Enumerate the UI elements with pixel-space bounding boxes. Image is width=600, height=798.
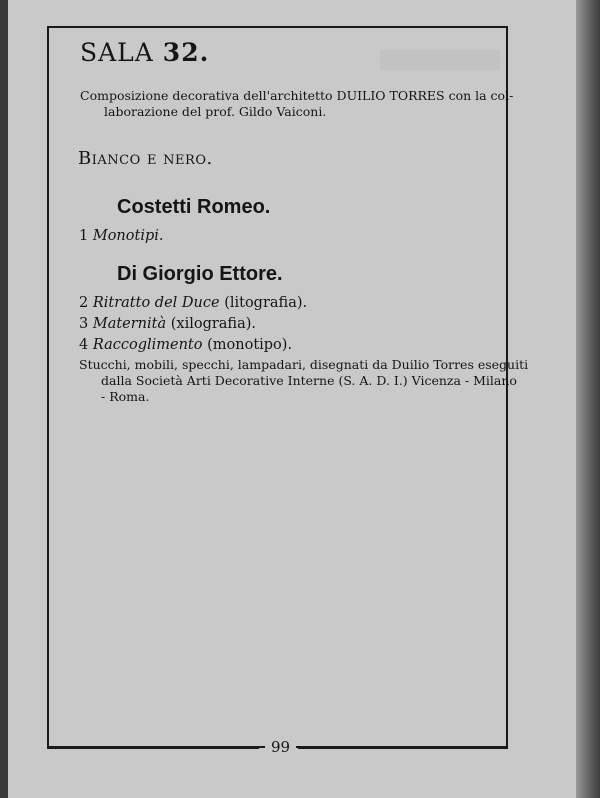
footer-rule-left (47, 747, 259, 749)
decor-note (79, 357, 528, 405)
artist-name: Di Giorgio Ettore. (117, 263, 283, 285)
intro-line-2: laborazione del prof. Gildo Vaiconi. (104, 104, 327, 119)
work-item (79, 335, 307, 356)
work-number: 2 (79, 295, 89, 311)
work-title: Maternità (92, 316, 167, 332)
room-title-prefix: SALA (80, 38, 154, 67)
work-item (79, 314, 307, 335)
note-line-2: dalla Società Arti Decorative Interne (S. A. D. I.) Vicenza - Milano (101, 373, 517, 388)
work-medium: (monotipo). (207, 337, 293, 353)
room-title (80, 38, 209, 67)
work-number: 4 (79, 337, 89, 353)
note-line-3: - Roma. (101, 389, 150, 404)
work-medium: (litografia). (224, 295, 308, 311)
work-title: Ritratto del Duce (92, 295, 220, 311)
artist-works (79, 293, 307, 356)
note-line-1: Stucchi, mobili, specchi, lampadari, disegnati da Duilio Torres eseguiti (79, 357, 529, 372)
section-title: Bianco e nero. (78, 148, 213, 169)
artist-name: Costetti Romeo. (117, 196, 271, 218)
work-title: Monotipi. (92, 228, 164, 244)
work-item (79, 293, 307, 314)
footer-rule-right (298, 747, 508, 749)
work-item (79, 226, 163, 247)
artist-works (79, 226, 163, 247)
page-number: 99 (265, 738, 296, 756)
room-intro (80, 88, 513, 120)
book-spine (576, 0, 600, 798)
intro-line-1: Composizione decorativa dell'architetto DUILIO TORRES con la col- (80, 88, 514, 103)
work-title: Raccoglimento (92, 337, 203, 353)
work-number: 1 (79, 228, 89, 244)
work-medium: (xilografia). (170, 316, 257, 332)
work-number: 3 (79, 316, 89, 332)
room-number: 32. (162, 38, 210, 67)
